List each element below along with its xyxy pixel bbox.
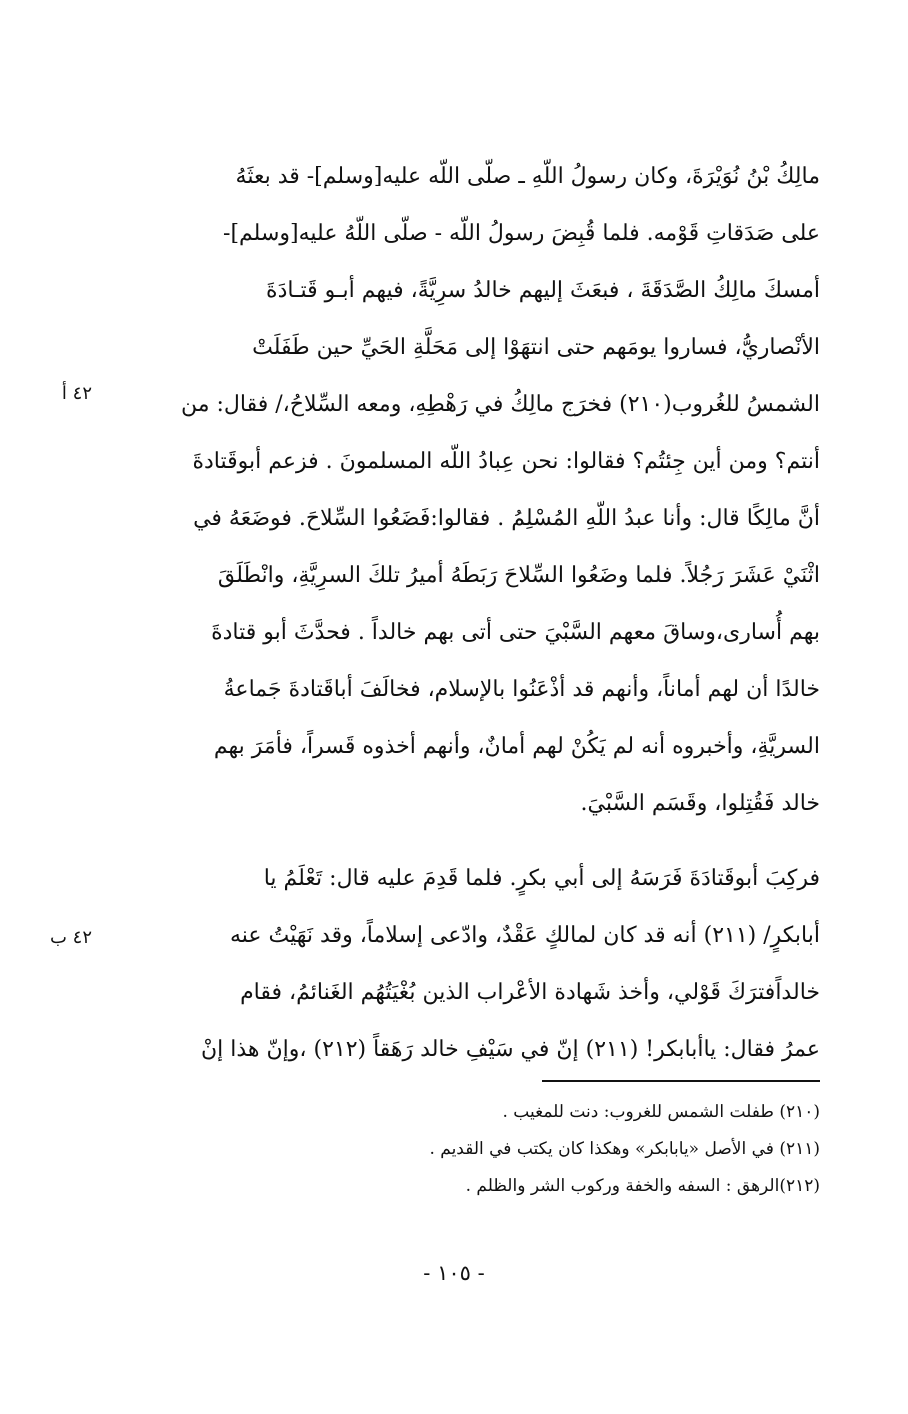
text-line: بهم أُسارى،وساقَ معهم السَّبْيَ حتى أتى بهم خالداً . فحدَّثَ أبو قتادةَ: [211, 620, 820, 645]
text-line: خالداًفترَكَ قَوْلي، وأخذ شَهادة الأعْراب الذين بُغْيَتُهُم الغَنائمُ، فقام: [240, 980, 820, 1005]
margin-folio-note: ٤٢ ب: [49, 927, 92, 948]
footnote: (٢١٢)الرهق : السفه والخفة وركوب الشر والظلم .: [465, 1176, 820, 1196]
text-line: أنَّ مالِكًا قال: وأنا عبدُ اللّهِ المُسْلِمُ . فقالوا:فَضَعُوا السِّلاحَ. فوضَعَهُ في: [193, 506, 820, 531]
footnote: (٢١١) في الأصل «يابابكر» وهكذا كان يكتب في القديم .: [429, 1139, 820, 1159]
text-line: الشمسُ للغُروب(٢١٠) فخرَج مالِكُ في رَهْطِهِ، ومعه السِّلاحُ،/ فقال: من: [180, 392, 820, 417]
margin-folio-note: ٤٢ أ: [61, 383, 92, 404]
second-paragraph: [118, 850, 820, 1078]
text-line: اثْنَيْ عَشَرَ رَجُلاً. فلما وضَعُوا السِّلاحَ رَبَطَهُ أميرُ تلكَ السرِيَّةِ، وانْطَلَقَ: [217, 563, 820, 588]
text-line: أمسكَ مالِكُ الصَّدَقَةَ ، فبعَثَ إليهم خالدُ سرِيَّةً، فيهم أبـو قَتـادَةَ: [266, 278, 820, 303]
text-line: خالد فَقُتِلوا، وقَسَم السَّبْيَ.: [580, 791, 820, 816]
footnote: (٢١٠) طفلت الشمس للغروب: دنت للمغيب .: [502, 1102, 820, 1122]
footnotes: [300, 1094, 820, 1205]
text-line: الأنْصاريُّ، فساروا يومَهم حتى انتهَوْا إلى مَحَلَّةِ الحَيِّ حين طَفَلَتْ: [252, 335, 820, 360]
text-line: مالِكُ بْنُ نُوَيْرَةَ، وكان رسولُ اللّهِ ـ صلّى اللّه عليه[وسلم]- قد بعثَهُ: [235, 164, 820, 189]
main-paragraph: [118, 148, 820, 832]
text-line: على صَدَقاتِ قَوْمه. فلما قُبِضَ رسولُ اللّه - صلّى اللّهُ عليه[وسلم]-: [223, 221, 820, 246]
text-line: أبابكرٍ/ (٢١١) أنه قد كان لمالكٍ عَقْدٌ، وادّعى إسلاماً، وقد نَهَيْتُ عنه: [229, 923, 820, 948]
text-line: فركِبَ أبوقَتادَةَ فَرَسَهُ إلى أبي بكرٍ. فلما قَدِمَ عليه قال: تَعْلَمُ يا: [263, 866, 820, 891]
page-number: - ١٠٥ -: [423, 1261, 485, 1285]
text-line: خالدًا أن لهم أماناً، وأنهم قد أذْعَنُوا بالإسلام، فخالَفَ أباقَتادةَ جَماعةُ: [223, 677, 820, 702]
text-line: السريَّةِ، وأخبروه أنه لم يَكُنْ لهم أمانٌ، وأنهم أخذوه قَسراً، فأمَرَ بهم: [213, 734, 820, 759]
footnote-divider: [542, 1080, 820, 1082]
text-line: أنتم؟ ومن أين جِئتُم؟ فقالوا: نحن عِبادُ اللّه المسلمونَ . فزعم أبوقَتادةَ: [192, 449, 820, 474]
text-line: عمرُ فقال: ياأبابكر! (٢١١) إنّ في سَيْفِ خالد رَهَقاً (٢١٢) ،وإنّ هذا إنْ: [200, 1037, 820, 1062]
